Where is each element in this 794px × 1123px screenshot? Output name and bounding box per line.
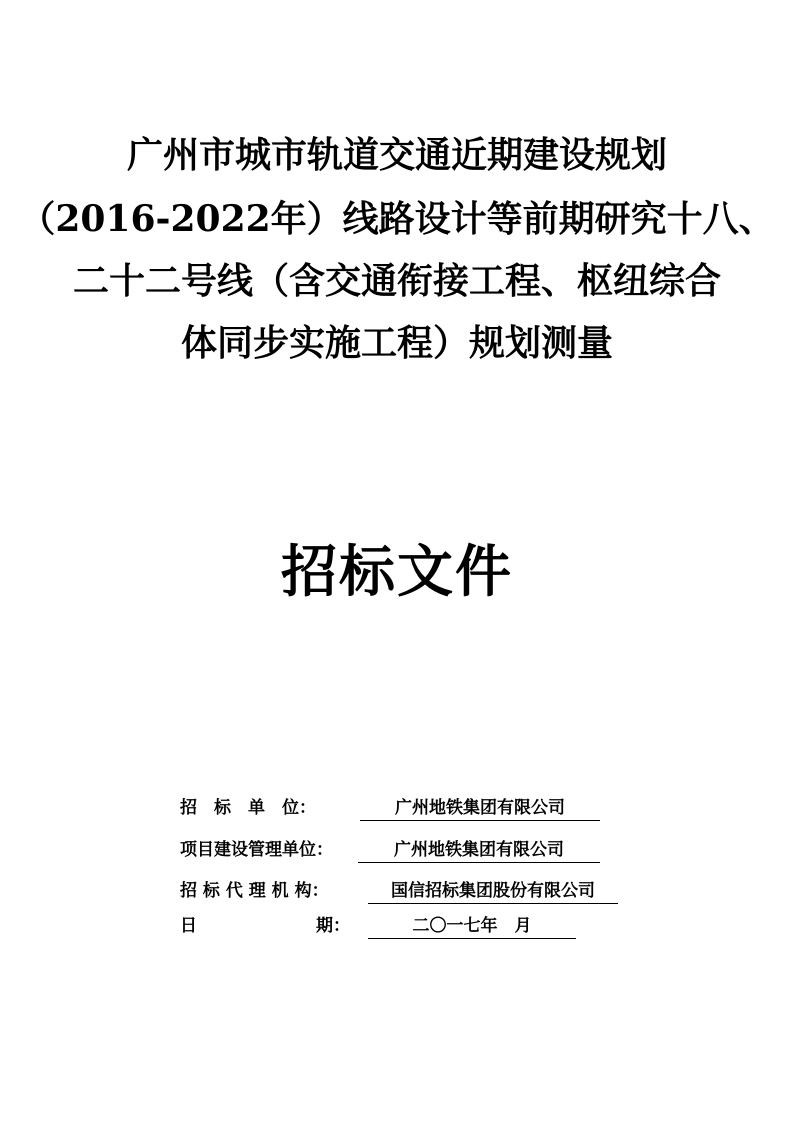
date-value: 二〇一七年 月 <box>368 914 576 939</box>
agent-value: 国信招标集团股份有限公司 <box>368 879 618 904</box>
date-label-start: 日 <box>180 916 197 936</box>
date-label <box>180 914 350 938</box>
agent-row <box>180 879 618 904</box>
project-title-line-2: （2016-2022年）线路设计等前期研究十八、 <box>19 198 775 240</box>
manager-label: 项目建设管理单位： <box>180 840 333 860</box>
manager-row <box>180 838 600 863</box>
manager-value: 广州地铁集团有限公司 <box>358 838 600 863</box>
date-label-end: 期： <box>316 916 350 936</box>
tenderer-value: 广州地铁集团有限公司 <box>360 796 600 821</box>
date-row <box>180 914 576 939</box>
project-title-line-4: 体同步实施工程）规划测量 <box>180 322 613 364</box>
project-title-line-1: 广州市城市轨道交通近期建设规划 <box>126 134 667 176</box>
project-title-line-3: 二十二号线（含交通衔接工程、枢纽综合 <box>72 260 721 302</box>
document-type-heading: 招标文件 <box>281 539 513 605</box>
tenderer-row <box>180 796 600 821</box>
tenderer-label: 招 标 单 位： <box>180 798 316 818</box>
agent-label: 招 标 代 理 机 构： <box>180 881 329 901</box>
